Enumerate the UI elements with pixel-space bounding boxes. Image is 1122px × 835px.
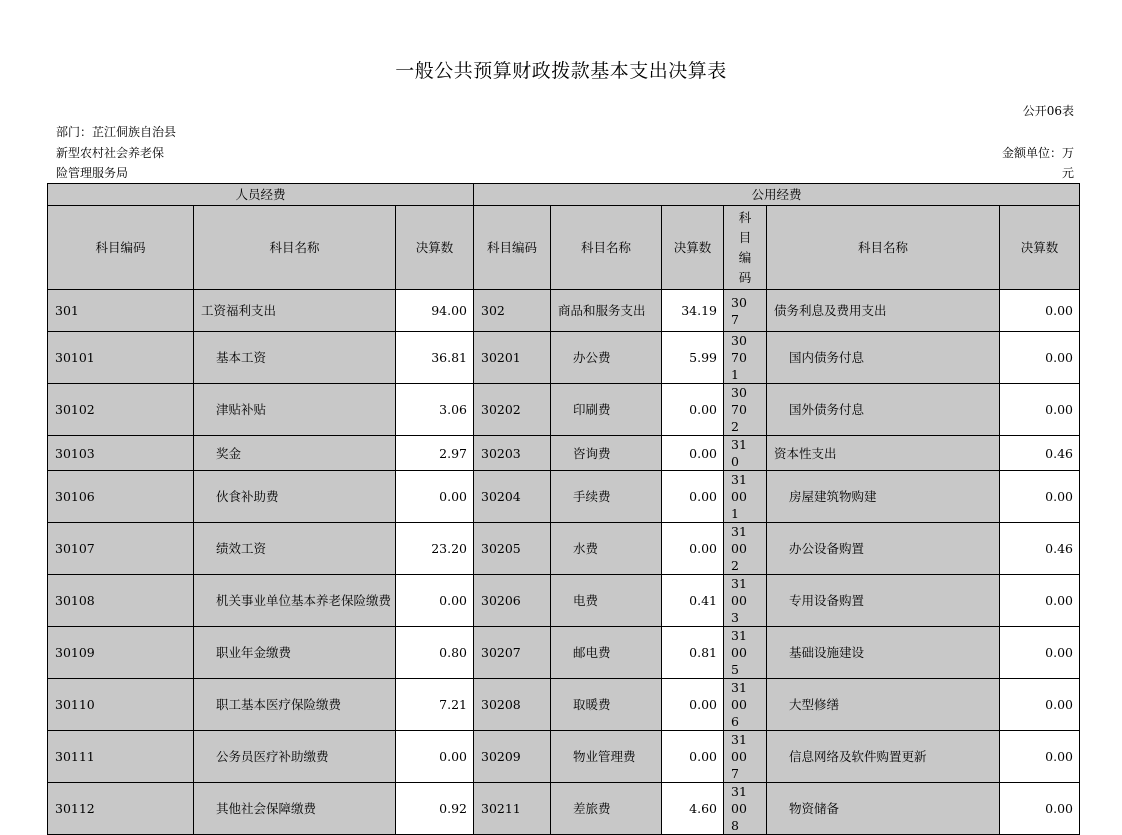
col-header-name: 科目名称 [194,206,396,290]
amount-cell: 0.00 [1000,627,1080,679]
department-line-1: 部门：芷江侗族自治县 [56,125,177,139]
code-cell: 30701 [724,332,767,384]
name-cell: 基本工资 [194,332,396,384]
name-cell: 绩效工资 [194,523,396,575]
name-cell: 伙食补助费 [194,471,396,523]
name-cell: 津贴补贴 [194,384,396,436]
amount-cell: 94.00 [396,290,474,332]
table-row [48,384,1080,436]
amount-cell: 0.00 [1000,332,1080,384]
code-cell: 31001 [724,471,767,523]
col-header-code-narrow: 科目编码 [724,206,767,290]
amount-cell: 34.19 [662,290,724,332]
unit-label-suffix: 元 [1061,166,1074,180]
table-row [48,523,1080,575]
table-row [48,627,1080,679]
code-cell: 310 [724,436,767,471]
amount-cell: 0.00 [396,471,474,523]
table-row [48,783,1080,835]
amount-cell: 0.00 [662,523,724,575]
table-row [48,575,1080,627]
code-cell: 30108 [48,575,194,627]
col-header-amount: 决算数 [1000,206,1080,290]
department-line-2: 新型农村社会养老保 [56,146,165,160]
name-cell: 水费 [551,523,662,575]
expenditure-table [47,183,1080,835]
amount-cell: 0.00 [662,471,724,523]
code-cell: 30102 [48,384,194,436]
col-header-amount: 决算数 [662,206,724,290]
code-cell: 30106 [48,471,194,523]
name-cell: 房屋建筑物购建 [767,471,1000,523]
name-cell: 印刷费 [551,384,662,436]
amount-cell: 0.46 [1000,523,1080,575]
amount-cell: 0.00 [662,679,724,731]
code-cell: 30109 [48,627,194,679]
amount-cell: 0.00 [1000,575,1080,627]
name-cell: 国外债务付息 [767,384,1000,436]
name-cell: 机关事业单位基本养老保险缴费 [194,575,396,627]
code-cell: 30702 [724,384,767,436]
amount-cell: 0.00 [1000,679,1080,731]
name-cell: 大型修缮 [767,679,1000,731]
name-cell: 奖金 [194,436,396,471]
code-cell: 30112 [48,783,194,835]
department-line-3: 险管理服务局 [56,166,129,180]
page-title: 一般公共预算财政拨款基本支出决算表 [395,60,727,82]
col-header-code: 科目编码 [48,206,194,290]
table-row [48,290,1080,332]
col-header-name: 科目名称 [551,206,662,290]
code-cell: 30111 [48,731,194,783]
amount-cell: 0.00 [1000,290,1080,332]
name-cell: 差旅费 [551,783,662,835]
amount-cell: 0.80 [396,627,474,679]
code-cell: 30206 [474,575,551,627]
name-cell: 基础设施建设 [767,627,1000,679]
table-row [48,679,1080,731]
name-cell: 资本性支出 [767,436,1000,471]
name-cell: 咨询费 [551,436,662,471]
code-cell: 31007 [724,731,767,783]
name-cell: 取暖费 [551,679,662,731]
code-cell: 30110 [48,679,194,731]
code-cell: 30203 [474,436,551,471]
name-cell: 电费 [551,575,662,627]
name-cell: 邮电费 [551,627,662,679]
amount-cell: 0.00 [396,731,474,783]
amount-cell: 0.00 [1000,471,1080,523]
code-cell: 302 [474,290,551,332]
table-number: 公开06表 [1022,104,1074,118]
name-cell: 办公设备购置 [767,523,1000,575]
code-cell: 31002 [724,523,767,575]
code-cell: 30209 [474,731,551,783]
name-cell: 其他社会保障缴费 [194,783,396,835]
name-cell: 国内债务付息 [767,332,1000,384]
amount-cell: 0.00 [662,731,724,783]
amount-cell: 0.00 [1000,731,1080,783]
amount-cell: 0.81 [662,627,724,679]
code-cell: 30101 [48,332,194,384]
amount-cell: 0.00 [1000,783,1080,835]
code-cell: 31003 [724,575,767,627]
col-header-code: 科目编码 [474,206,551,290]
amount-cell: 3.06 [396,384,474,436]
code-cell: 307 [724,290,767,332]
amount-cell: 0.00 [662,436,724,471]
name-cell: 物业管理费 [551,731,662,783]
group-header-public: 公用经费 [474,184,1080,206]
code-cell: 301 [48,290,194,332]
amount-cell: 0.46 [1000,436,1080,471]
code-cell: 30201 [474,332,551,384]
col-header-amount: 决算数 [396,206,474,290]
amount-cell: 0.92 [396,783,474,835]
name-cell: 手续费 [551,471,662,523]
code-cell: 30208 [474,679,551,731]
amount-cell: 0.00 [662,384,724,436]
code-cell: 30205 [474,523,551,575]
name-cell: 商品和服务支出 [551,290,662,332]
name-cell: 物资储备 [767,783,1000,835]
table-row [48,436,1080,471]
name-cell: 专用设备购置 [767,575,1000,627]
amount-cell: 4.60 [662,783,724,835]
amount-cell: 2.97 [396,436,474,471]
name-cell: 工资福利支出 [194,290,396,332]
code-cell: 31008 [724,783,767,835]
amount-cell: 7.21 [396,679,474,731]
amount-cell: 0.00 [396,575,474,627]
amount-cell: 23.20 [396,523,474,575]
name-cell: 债务利息及费用支出 [767,290,1000,332]
unit-label: 金额单位：万 [1001,146,1074,160]
code-cell: 30204 [474,471,551,523]
name-cell: 职工基本医疗保险缴费 [194,679,396,731]
code-cell: 30202 [474,384,551,436]
name-cell: 信息网络及软件购置更新 [767,731,1000,783]
code-cell: 30103 [48,436,194,471]
amount-cell: 0.41 [662,575,724,627]
col-header-name: 科目名称 [767,206,1000,290]
table-row [48,332,1080,384]
name-cell: 办公费 [551,332,662,384]
name-cell: 职业年金缴费 [194,627,396,679]
code-cell: 30211 [474,783,551,835]
code-cell: 31005 [724,627,767,679]
amount-cell: 5.99 [662,332,724,384]
code-cell: 31006 [724,679,767,731]
group-header-personnel: 人员经费 [48,184,474,206]
table-row [48,731,1080,783]
table-row [48,471,1080,523]
name-cell: 公务员医疗补助缴费 [194,731,396,783]
amount-cell: 36.81 [396,332,474,384]
amount-cell: 0.00 [1000,384,1080,436]
code-cell: 30107 [48,523,194,575]
code-cell: 30207 [474,627,551,679]
